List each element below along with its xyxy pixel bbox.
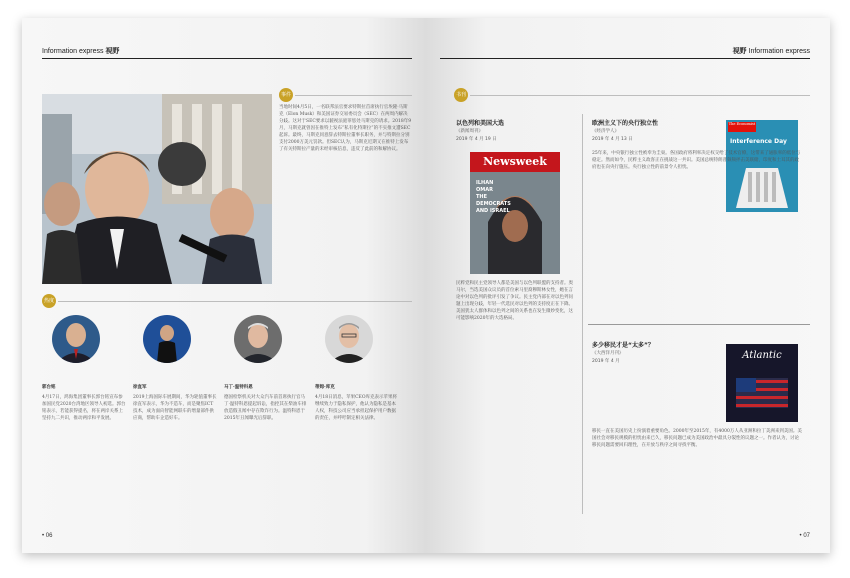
tag-event: 事件 xyxy=(279,88,293,102)
header-cn: 视野 xyxy=(732,48,747,55)
economist-masthead: The Economist xyxy=(728,122,756,132)
books-rule xyxy=(470,95,810,96)
article3-date: 2019 年 4 月 xyxy=(592,359,620,364)
cover-line: ILHAN xyxy=(476,180,494,186)
elon-musk-photo xyxy=(42,94,272,284)
economist-headline: Interference Day xyxy=(730,138,787,145)
magazine-spread xyxy=(22,18,830,553)
cover-line: DEMOCRATS xyxy=(476,201,511,207)
header-cn: 视野 xyxy=(105,48,120,55)
atlantic-masthead: Atlantic xyxy=(742,350,782,361)
cover-line: OMAR xyxy=(476,187,493,193)
atlantic-cover xyxy=(726,344,798,422)
person-text-2: 2019上海国际车展期间，华为轮值董事长徐直军表示，华为不造车，而是聚焦ICT技术，成为面向智能网联车的增量部件供应商，帮助车企造好车。 xyxy=(133,395,217,421)
header-rule xyxy=(440,58,810,59)
right-page xyxy=(426,18,830,553)
event-text: 当地时间4月5日，一名联邦法官要求特斯拉首席执行官埃隆·马斯克（Elon Musk）和美国证券交易委员会（SEC）在两周内解决分歧。这对于SEC要求以藐视法庭罪惩处马斯克的请求。2018年9月，马斯克就曾因在推特上发布“私有化特斯拉”的不实推文遭SEC起诉。最终，马斯克同意辞去特斯拉董事长职务，并与特斯拉分别支付2000万美元罚款。但SEC认为，马斯克近期又在推特上发布了有关特斯拉产量的未经审核信息，违反了此前的和解协议。 xyxy=(279,105,412,152)
article2-source: 《经济学人》 xyxy=(592,129,619,134)
person-text-1: 4月17日，鸿海集团董事长郭台铭宣布参加国民党2020台湾地区领导人初选。郭台铭表示，若能获得提名，将在两岸关系上坚持九二共识，推动两岸和平发展。 xyxy=(42,395,126,421)
portrait-xu xyxy=(143,315,191,363)
tag-books: 书刊 xyxy=(454,88,468,102)
person-name-3: 马丁·温特科恩 xyxy=(224,385,253,390)
portrait-guo xyxy=(52,315,100,363)
article3-title: 多少移民才是“太多”？ xyxy=(592,342,654,349)
article3-text: 移民一直在美国历史上扮演着重要角色。2000年至2015年，有4000万人从亚洲和拉丁美洲来到美国。美国社会对移民规模的担忧由来已久，移民问题已成为美国政治中最具分裂性的议题之一。作者认为，讨论移民问题需要回归理性，在开放与秩序之间寻找平衡。 xyxy=(592,429,802,448)
hot-rule xyxy=(58,301,412,302)
article2-text: 25年来，中央银行独立性被奉为圭臬。各国政府将利率决定权交给了技术官僚，这带来了通胀率的低位与稳定。然而如今，民粹主义政客正在挑战这一共识。美国总统特朗普频频抨击美联储，印度和土耳其的政府也在向央行施压。央行独立性的前景令人担忧。 xyxy=(592,151,801,170)
person-name-4: 蒂姆·库克 xyxy=(315,385,335,390)
article2-date: 2019 年 4 月 13 日 xyxy=(592,137,633,142)
article3-source: 《大西洋月刊》 xyxy=(592,351,624,356)
portrait-winterkorn xyxy=(234,315,282,363)
header-rule xyxy=(42,58,412,59)
header-en: Information express xyxy=(42,48,104,55)
column-divider xyxy=(582,114,583,514)
person-name-2: 徐直军 xyxy=(133,385,147,390)
article2-title: 欧洲主义下的央行独立性 xyxy=(592,120,659,127)
article-divider xyxy=(588,324,810,325)
article1-source: 《新闻周刊》 xyxy=(456,129,483,134)
right-header xyxy=(733,46,810,56)
header-en: Information express xyxy=(748,48,810,55)
cover-line: THE xyxy=(476,194,488,200)
right-page-number: • 07 xyxy=(799,533,810,539)
article1-text: 民粹党和民主党领导人都是美国与以色列联盟的支持者。奥马尔，当选美国众议员的首位索马里裔穆斯林女性，她在言论中对以色列的批评引发了争议。民主党内部在对以色列问题上出现分歧，年轻一代选民对以色列的支持度正在下降。美国犹太人群体和以色列之间的关系也在发生微妙变化，这可能影响2020年的大选格局。 xyxy=(456,281,573,321)
person-text-3: 德国检察机关对大众汽车前首席执行官马丁·温特科恩提起诉讼，指控其在柴油车排放造假丑闻中存在欺诈行为。温特科恩于2015年丑闻曝光后辞职。 xyxy=(224,395,307,421)
cover-line: AND ISRAEL xyxy=(476,208,510,214)
person-name-1: 郭台铭 xyxy=(42,385,56,390)
left-header xyxy=(42,46,119,56)
person-text-4: 4月18日消息，苹果CEO库克表示苹果将继续致力于隐私保护，他认为隐私是基本人权，科技公司应当承担起保护用户数据的责任，并呼吁制定相关法律。 xyxy=(315,395,398,421)
newsweek-masthead: Newsweek xyxy=(470,152,560,172)
article1-title: 以色列和美国大选 xyxy=(456,120,505,127)
left-page xyxy=(22,18,426,553)
event-rule xyxy=(295,95,412,96)
newsweek-cover xyxy=(470,152,560,274)
newsweek-cover-lines xyxy=(476,180,511,215)
article1-date: 2019 年 4 月 19 日 xyxy=(456,137,497,142)
portrait-cook xyxy=(325,315,373,363)
left-page-number: • 06 xyxy=(42,533,53,539)
tag-hot: 热度 xyxy=(42,294,56,308)
